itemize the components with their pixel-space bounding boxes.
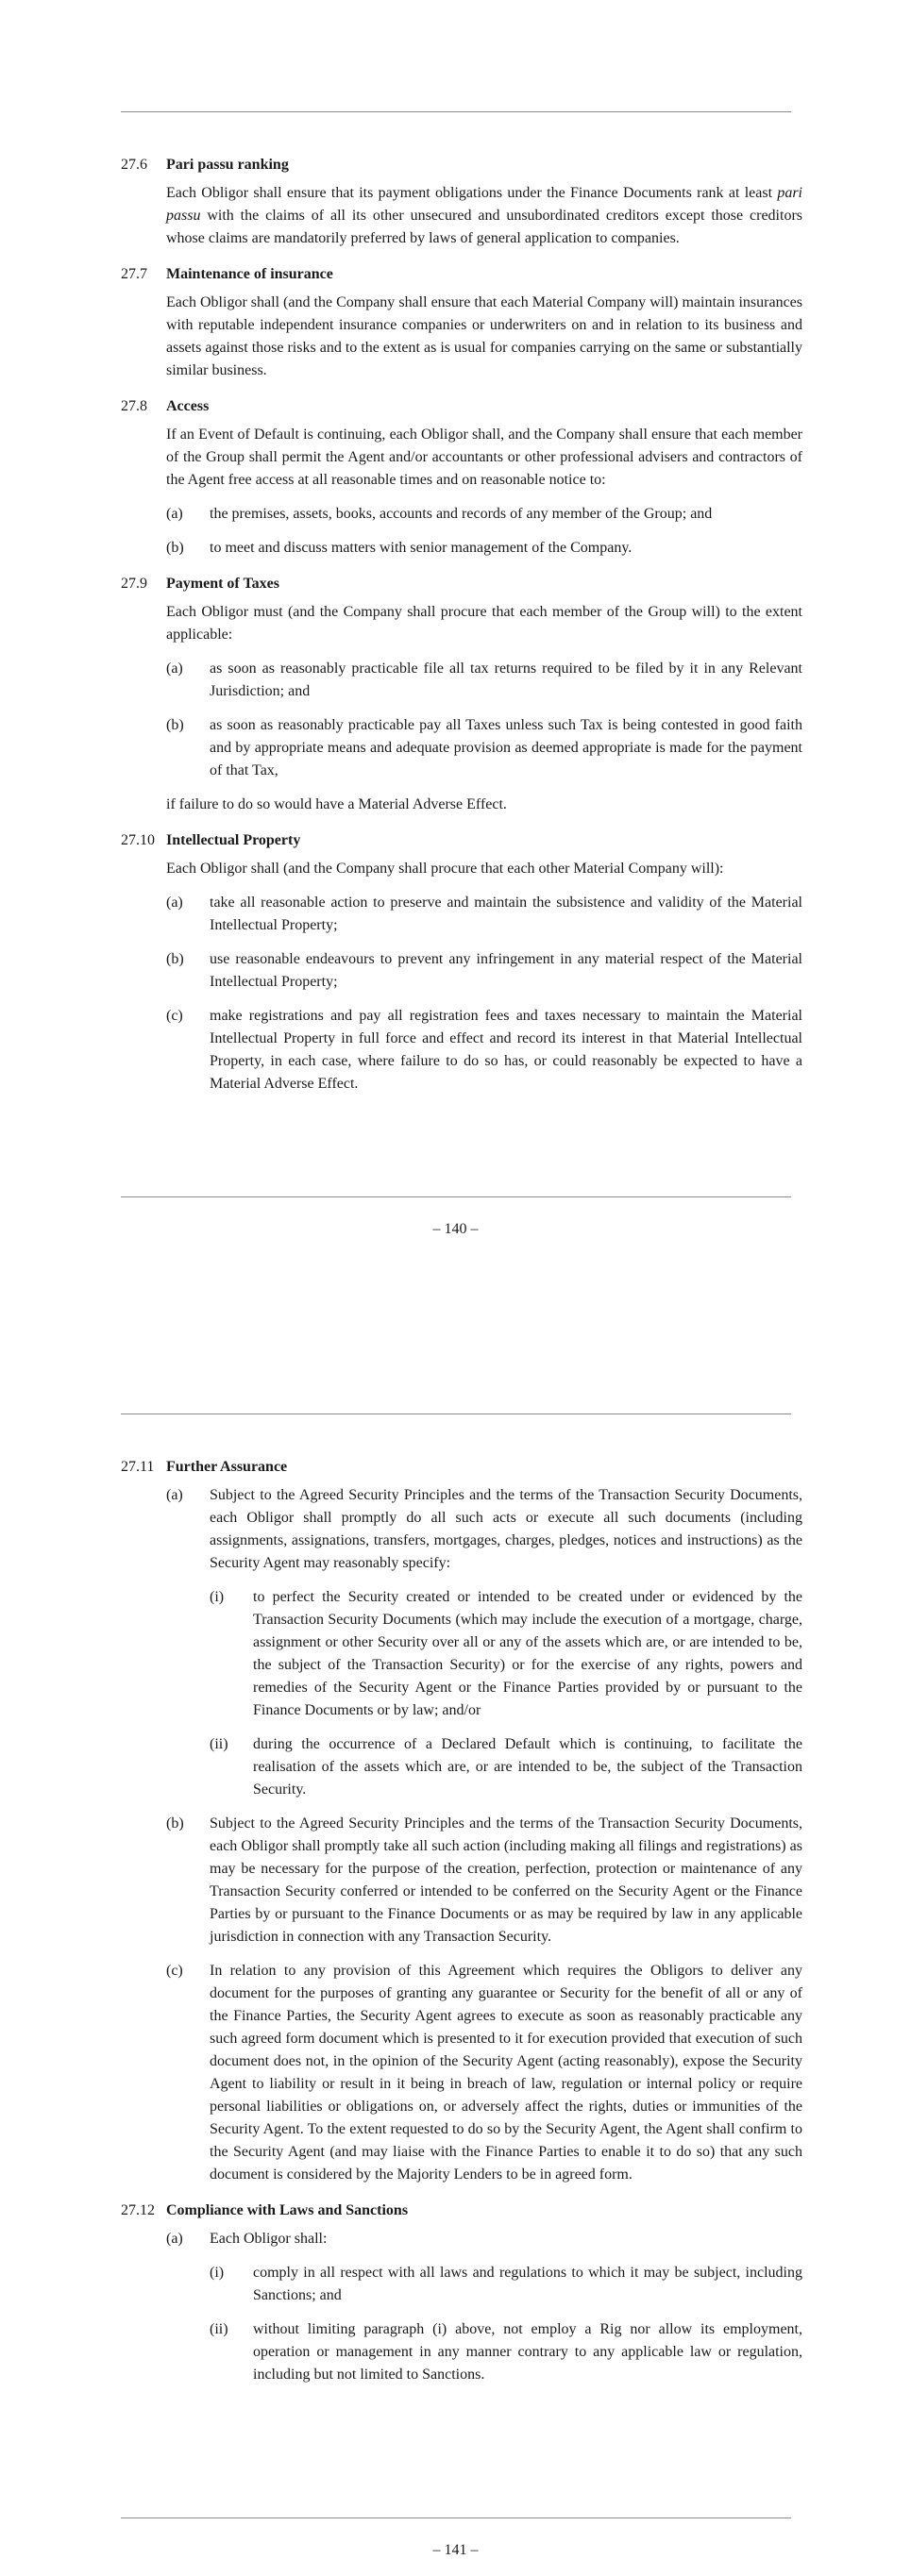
clause-number: 27.11 <box>121 1459 155 1475</box>
item-text: In relation to any provision of this Agreement which requires the Obligors to deliver any document for the purposes of granting any guarantee or Security for the benefit of all or any of the Finance Parties, the Security Agent agrees to execute as soon as reasonably practicable any such agreed form document which is presented to it for execution provided that execution of such document does not, in the opinion of the Security Agent (acting reasonably), expose the Security Agent to liability or result in it being in breach of law, regulation or internal policy or require personal liabilities or obligations on, or adversely affect the rights, duties or immunities of the Security Agent. To the extent requested to do so by the Security Agent, the Agent shall confirm to the Security Agent (and may liaise with the Finance Parties to enable it to do so) that any such document is considered by the Majority Lenders to be in agreed form. <box>210 1963 802 2183</box>
sub-list-item <box>210 1586 802 1722</box>
clause-heading <box>121 154 802 176</box>
clause-number: 27.10 <box>121 832 155 848</box>
item-text: as soon as reasonably practicable file all tax returns required to be filed by it in any Relevant Jurisdiction; and <box>210 661 802 699</box>
item-label: (i) <box>210 2265 225 2281</box>
item-text: Subject to the Agreed Security Principles and the terms of the Transaction Security Documents, each Obligor shall promptly do all such acts or execute all such documents (including assignments, assignations, transfers, mortgages, charges, pledges, notices and instructions) as the Security Agent may reasonably specify: <box>210 1487 802 1571</box>
item-label: (a) <box>166 1487 183 1503</box>
clause-closing: if failure to do so would have a Material Adverse Effect. <box>166 796 507 812</box>
item-text: Each Obligor shall: <box>210 2231 328 2247</box>
item-text: as soon as reasonably practicable pay all Taxes unless such Tax is being contested in good faith and by appropriate means and adequate provision as deemed appropriate is made for the payment of that Tax, <box>210 717 802 778</box>
list-item <box>166 948 802 994</box>
clause-heading <box>121 1456 802 1479</box>
list-item <box>166 503 802 526</box>
item-label: (ii) <box>210 1736 228 1752</box>
list-item <box>166 537 802 560</box>
list-item <box>166 2228 802 2250</box>
item-text: take all reasonable action to preserve and maintain the subsistence and validity of the Material Intellectual Property; <box>210 895 802 933</box>
list-item <box>166 1813 802 1949</box>
clause-number: 27.9 <box>121 576 147 592</box>
italic-term: pari passu <box>166 185 802 224</box>
clause-27-12 <box>121 2200 802 2386</box>
item-label: (b) <box>166 951 184 967</box>
sub-list-item <box>210 2262 802 2307</box>
item-label: (b) <box>166 540 184 556</box>
clause-27-11 <box>121 1456 802 2186</box>
clause-title: Intellectual Property <box>166 832 301 848</box>
item-text: to perfect the Security created or intended to be created under or evidenced by the Transaction Security Documents (which may include the execution of a mortgage, charge, assignment or other Security over all or any of the assets which are, or are intended to be, the subject of the Transaction Security) or for the exercise of any rights, powers and remedies of the Security Agent or the Finance Parties provided by or pursuant to the Finance Documents or by law; and/or <box>253 1589 802 1718</box>
item-label: (b) <box>166 1815 184 1832</box>
item-text: to meet and discuss matters with senior management of the Company. <box>210 540 633 556</box>
page-number: – 141 – <box>432 2542 479 2558</box>
clause-title: Compliance with Laws and Sanctions <box>166 2202 409 2218</box>
clause-paragraph: Each Obligor must (and the Company shall procure that each member of the Group will) to the extent applicable: <box>166 604 802 643</box>
item-label: (a) <box>166 661 183 677</box>
page-number: – 140 – <box>432 1221 479 1237</box>
item-text: Subject to the Agreed Security Principles and the terms of the Transaction Security Documents, each Obligor shall promptly take all such action (including making all filings and registrations) as may be necessary for the purpose of the creation, perfection, protection or maintenance of any Transaction Security conferred or intended to be conferred on the Security Agent or the Finance Parties by or pursuant to the Finance Documents or as may be required by law in any applicable jurisdiction in connection with any Transaction Security. <box>210 1815 802 1945</box>
clause-paragraph: If an Event of Default is continuing, each Obligor shall, and the Company shall ensure that each member of the Group shall permit the Agent and/or accountants or other professional advisers and contractors of the Agent free access at all reasonable times and on reasonable notice to: <box>166 427 802 488</box>
clause-27-10 <box>121 829 802 1096</box>
clause-heading <box>121 829 802 852</box>
clause-27-6 <box>121 154 802 250</box>
clause-title: Further Assurance <box>166 1459 288 1475</box>
clause-number: 27.7 <box>121 266 147 282</box>
clause-paragraph: Each Obligor shall (and the Company shall procure that each other Material Company will): <box>166 861 724 877</box>
page-content <box>121 1456 802 2398</box>
clause-title: Maintenance of insurance <box>166 266 333 282</box>
footer-rule <box>121 1196 791 1197</box>
item-label: (a) <box>166 2231 183 2247</box>
item-label: (b) <box>166 717 184 733</box>
footer-rule <box>121 2517 791 2518</box>
clause-heading <box>121 263 802 286</box>
clause-paragraph: Each Obligor shall (and the Company shall ensure that each Material Company will) maintain insurances with reputable independent insurance companies or underwriters on and in relation to its business and assets against those risks and to the extent as is usual for companies carrying on the same or substantially similar business. <box>166 294 802 378</box>
clause-number: 27.12 <box>121 2202 155 2218</box>
clause-title: Access <box>166 398 210 414</box>
item-text: the premises, assets, books, accounts and records of any member of the Group; and <box>210 506 713 522</box>
clause-number: 27.8 <box>121 398 147 414</box>
clause-27-8 <box>121 395 802 560</box>
clause-title: Payment of Taxes <box>166 576 279 592</box>
sub-list-item <box>210 1733 802 1801</box>
clause-number: 27.6 <box>121 157 147 173</box>
clause-heading <box>121 573 802 595</box>
sub-list-item <box>210 2318 802 2386</box>
list-item <box>166 1960 802 2186</box>
item-label: (i) <box>210 1589 225 1605</box>
list-item <box>166 1484 802 1575</box>
item-label: (c) <box>166 1008 183 1024</box>
clause-heading <box>121 395 802 418</box>
list-item <box>166 892 802 937</box>
header-rule <box>121 111 791 112</box>
list-item <box>166 658 802 703</box>
page-content <box>121 154 802 1107</box>
item-text: comply in all respect with all laws and regulations to which it may be subject, including Sanctions; and <box>253 2265 802 2303</box>
clause-title: Pari passu ranking <box>166 157 289 173</box>
clause-27-9 <box>121 573 802 816</box>
item-label: (a) <box>166 895 183 911</box>
item-label: (c) <box>166 1963 183 1979</box>
list-item <box>166 714 802 782</box>
item-text: make registrations and pay all registration fees and taxes necessary to maintain the Material Intellectual Property in full force and effect and record its interest in that Material Intellectual Property, in each case, where failure to do so has, or could reasonably be expected to have a Material Adverse Effect. <box>210 1008 802 1092</box>
clause-27-7 <box>121 263 802 382</box>
item-text: without limiting paragraph (i) above, not employ a Rig nor allow its employment, operation or management in any manner contrary to any applicable law or regulation, including but not limited to Sanctions. <box>253 2321 802 2383</box>
list-item <box>166 1005 802 1096</box>
clause-paragraph: Each Obligor shall ensure that its payment obligations under the Finance Documents rank at least pari passu with the claims of all its other unsecured and unsubordinated creditors except those creditors whose claims are mandatorily preferred by laws of general application to companies. <box>166 185 802 246</box>
item-text: during the occurrence of a Declared Default which is continuing, to facilitate the realisation of the assets which are, or are intended to be, the subject of the Transaction Security. <box>253 1736 802 1798</box>
clause-heading <box>121 2200 802 2222</box>
document-page-141 <box>0 1321 911 2576</box>
item-label: (a) <box>166 506 183 522</box>
header-rule <box>121 1413 791 1414</box>
item-text: use reasonable endeavours to prevent any infringement in any material respect of the Material Intellectual Property; <box>210 951 802 990</box>
item-label: (ii) <box>210 2321 228 2337</box>
